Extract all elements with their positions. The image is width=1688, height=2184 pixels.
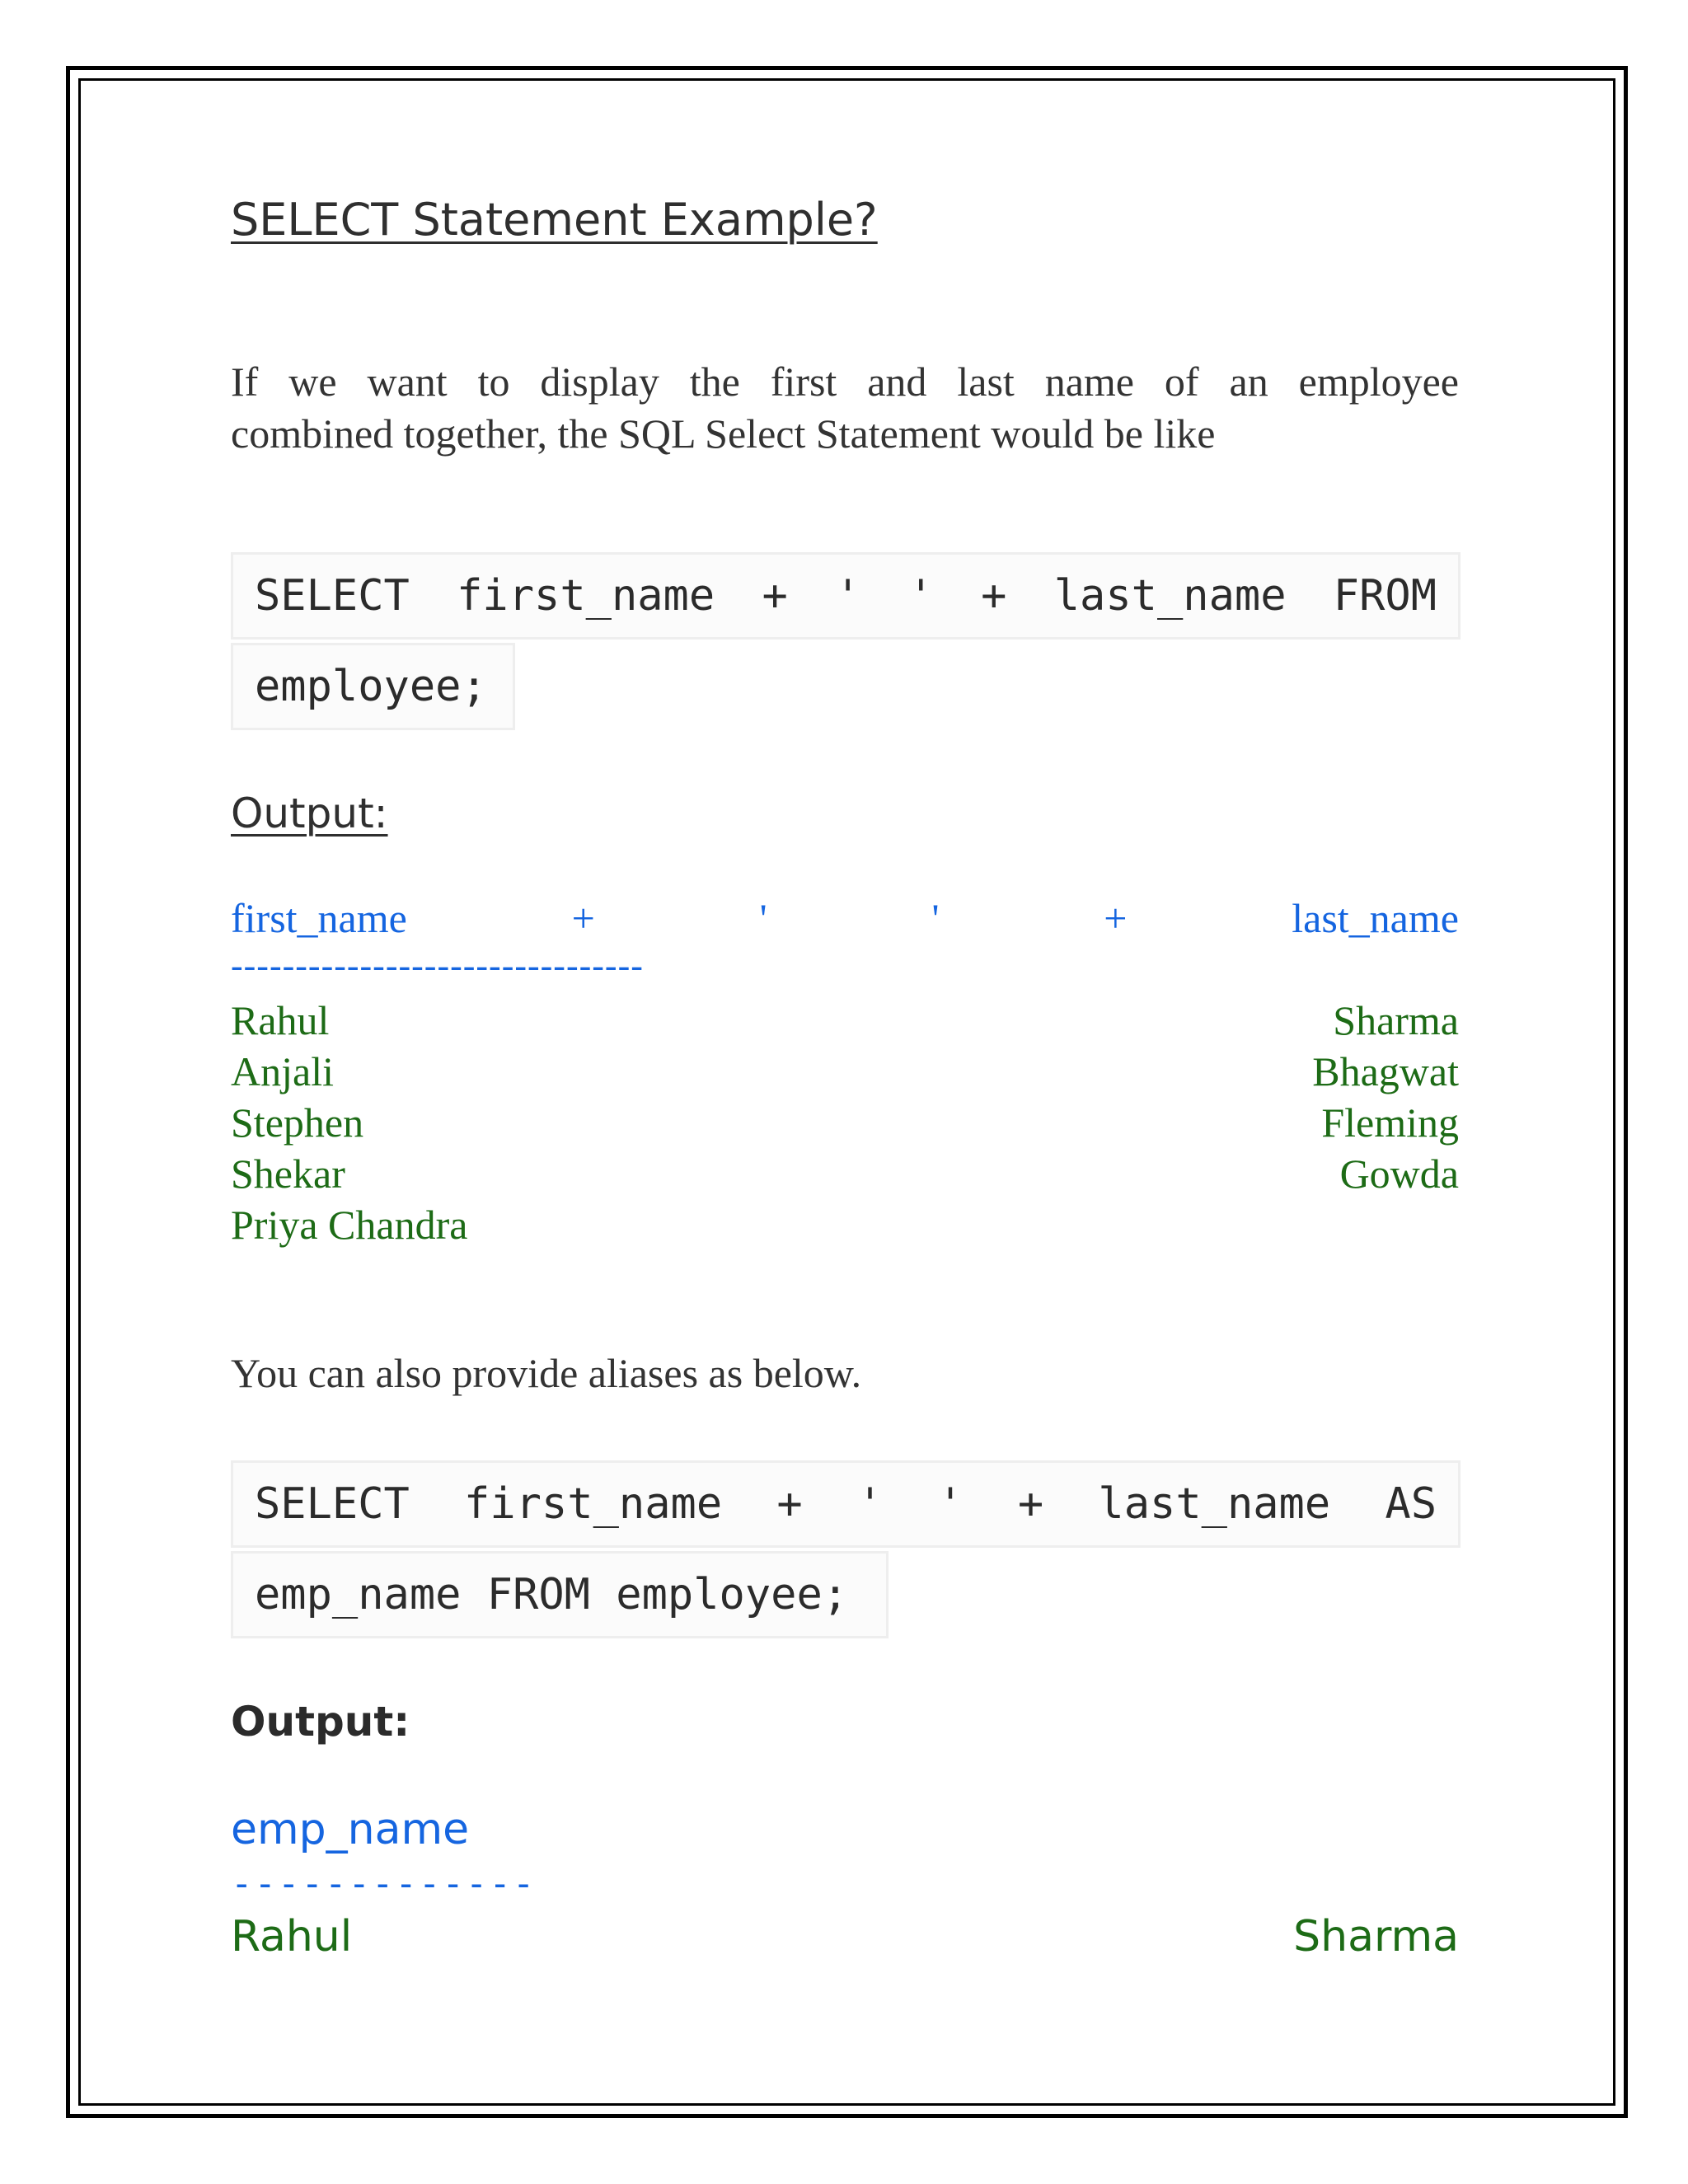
query2-code-line-2 bbox=[231, 1551, 889, 1638]
table-row bbox=[231, 1199, 1459, 1250]
query1-code-line-1 bbox=[231, 552, 1461, 640]
header-cell: ' bbox=[759, 895, 767, 941]
intro-line-2: combined together, the SQL Select Statement would be like bbox=[231, 410, 1216, 457]
header-cell: + bbox=[571, 895, 595, 941]
query1-line-1-text: SELECT first_name + ' ' + last_name FROM bbox=[255, 571, 1437, 621]
last-name-cell: Gowda bbox=[1339, 1151, 1459, 1197]
last-name-cell: Fleming bbox=[1321, 1099, 1459, 1146]
intro-line-1: If we want to display the first and last name of an employee bbox=[231, 359, 1459, 405]
last-name-cell: Sharma bbox=[1333, 997, 1459, 1043]
aliases-paragraph: You can also provide aliases as below. bbox=[231, 1350, 862, 1396]
output2-heading: Output: bbox=[231, 1698, 410, 1746]
output2-column-header: emp_name bbox=[231, 1805, 470, 1854]
first-name-cell: Shekar bbox=[231, 1151, 345, 1197]
output1-rows bbox=[231, 995, 1459, 1250]
header-cell: + bbox=[1104, 895, 1128, 941]
table-row bbox=[231, 1148, 1459, 1199]
query2-line-1-text: SELECT first_name + ' ' + last_name AS bbox=[255, 1479, 1437, 1529]
first-name-cell: Rahul bbox=[231, 997, 330, 1043]
query1-code-line-2 bbox=[231, 643, 515, 730]
output1-heading: Output: bbox=[231, 790, 388, 837]
table-row bbox=[231, 1097, 1459, 1148]
output1-column-header bbox=[231, 894, 1459, 942]
query2-code-line-1 bbox=[231, 1460, 1461, 1548]
table-row bbox=[231, 1046, 1459, 1097]
query2-line-2-text: emp_name FROM employee; bbox=[255, 1570, 849, 1619]
output2-divider: ------------- bbox=[231, 1863, 537, 1905]
first-name-cell: Rahul bbox=[231, 1912, 353, 1961]
table-row bbox=[231, 1912, 1459, 1961]
first-name-cell: Anjali bbox=[231, 1048, 334, 1094]
intro-paragraph bbox=[231, 356, 1459, 460]
header-cell: ' bbox=[931, 895, 940, 941]
last-name-cell: Sharma bbox=[1293, 1912, 1459, 1961]
first-name-cell: Stephen bbox=[231, 1099, 364, 1146]
last-name-cell: Bhagwat bbox=[1312, 1048, 1459, 1094]
page-title: SELECT Statement Example? bbox=[231, 194, 878, 246]
header-cell: first_name bbox=[231, 895, 407, 941]
header-cell: last_name bbox=[1292, 895, 1459, 941]
table-row bbox=[231, 995, 1459, 1046]
output1-divider: -------------------------------- bbox=[231, 945, 644, 986]
first-name-cell: Priya Chandra bbox=[231, 1202, 468, 1248]
query1-line-2-text: employee; bbox=[255, 662, 487, 711]
